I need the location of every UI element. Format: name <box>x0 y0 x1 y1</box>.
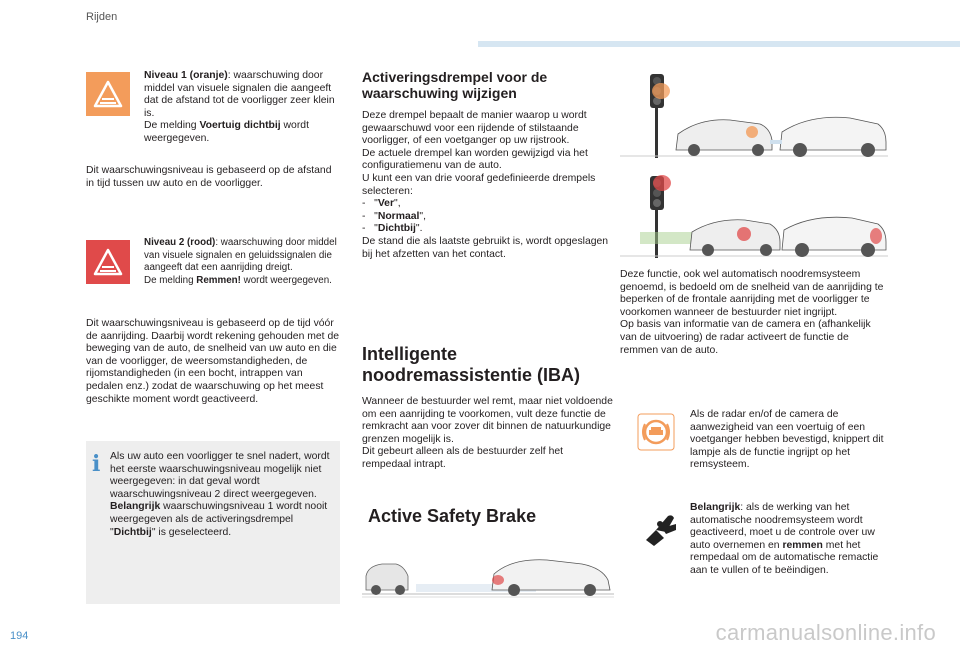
scene-bottom-illustration <box>620 170 888 262</box>
level2-paragraph: Dit waarschuwingsniveau is gebaseerd op de tijd vóór de aanrijding. Daarbij wordt rekening gehouden met de beweging van de auto, de snelheid van uw auto en die van de voorligger, de weersomstandigheden, de rijomstandigheden (in een bocht, intrappen van pedalen enz.) zodat de waarschuwing op het meest geschikte moment wordt geactiveerd. <box>86 318 340 405</box>
orange-warning-icon <box>86 72 130 116</box>
level2-msg-prefix: De melding <box>144 274 197 286</box>
threshold-body: Deze drempel bepaalt de manier waarop u wordt gewaarschuwd voor een rijdende of stilstaande voorligger, of een voetganger op uw rijstrook. De actuele drempel kan worden gewijzigd via het configuratiemenu van de auto. U kunt een van drie vooraf gedefinieerde drempels selecteren: - "Ver", - "Normaal", - "Dichtbij". De stand die als laatste gebruikt is, wordt opgeslagen bij het afzetten van het contact. <box>362 110 609 260</box>
important-text-a: : als de werking van het automatische noodremsysteem wordt geactiveerd, moet u de controle over uw auto overnemen en <box>690 502 875 551</box>
level2-message: Remmen! <box>196 274 241 286</box>
cars-illustration <box>362 546 614 600</box>
scene-top-illustration <box>620 68 888 163</box>
info-text-3: " is geselecteerd. <box>151 526 232 538</box>
red-warning-icon <box>86 240 130 284</box>
asb-p1: Deze functie, ook wel automatisch noodremsysteem genoemd, is bedoeld om de snelheid van de aanrijding te beperken of de frontale aanrijding met de voorligger te voorkomen wanneer de bestuurder niet ingrijpt. <box>620 269 884 318</box>
info-bold-1: Belangrijk <box>110 501 161 513</box>
asb-description <box>620 269 888 357</box>
iba-p2: Dit gebeurt alleen als de bestuurder zelf het rempedaal intrapt. <box>362 446 564 470</box>
level1-title: Niveau 1 (oranje) <box>144 70 228 81</box>
important-note <box>690 502 888 578</box>
threshold-p4: De stand die als laatste gebruikt is, wordt opgeslagen bij het afzetten van het contact. <box>362 235 609 260</box>
info-text <box>110 451 332 539</box>
option-ver: Ver <box>377 198 394 210</box>
level1-paragraph: Dit waarschuwingsniveau is gebaseerd op de afstand in tijd tussen uw auto en de voorligger. <box>86 165 332 189</box>
page-number: 194 <box>10 630 29 642</box>
hand-tool-icon <box>640 510 680 548</box>
section-title: Rijden <box>86 11 118 23</box>
level2-title: Niveau 2 (rood) <box>144 237 216 248</box>
level1-text <box>144 70 339 146</box>
level2-text <box>144 237 340 287</box>
level1-msg-prefix: De melding <box>144 120 200 132</box>
important-brake: remmen <box>782 539 823 551</box>
important-text-b: met het rempedaal om de automatische remactie aan te vullen of te beëindigen. <box>690 539 879 576</box>
level1-msg-suffix: wordt weergegeven. <box>144 120 309 144</box>
info-bold-2: Dichtbij <box>113 526 152 538</box>
threshold-p1: Deze drempel bepaalt de manier waarop u wordt gewaarschuwd voor een rijdende of stilstaande voorligger, of een voetganger op uw rijstrook. <box>362 110 587 147</box>
threshold-p2: De actuele drempel kan worden gewijzigd via het configuratiemenu van de auto. <box>362 147 588 172</box>
info-text-1: Als uw auto een voorligger te snel nadert, wordt het eerste waarschuwingsniveau mogelijk niet weergegeven: in dat geval wordt waarschuwingsniveau 2 direct weergegeven. <box>110 451 330 500</box>
info-text-2: waarschuwingsniveau 1 wordt nooit weergegeven als de activeringsdrempel " <box>110 501 328 538</box>
asb-p2: Op basis van informatie van de camera en (afhankelijk van de uitvoering) de radar activeert de functie de remmen van de auto. <box>620 319 871 356</box>
threshold-p3: U kunt een van drie vooraf gedefinieerde drempels selecteren: <box>362 172 596 197</box>
iba-heading: Intelligente noodremassistentie (IBA) <box>362 344 581 385</box>
watermark: carmanualsonline.info <box>715 620 936 645</box>
info-icon: i <box>92 451 101 477</box>
option-normaal: Normaal <box>377 210 420 222</box>
iba-body <box>362 396 614 472</box>
asb-heading: Active Safety Brake <box>368 506 537 526</box>
level2-desc: : waarschuwing door middel van visuele signalen en geluidssignalen die aangeeft dat een aanrijding dreigt. <box>144 237 337 274</box>
lamp-note: Als de radar en/of de camera de aanwezigheid van een voertuig of een voetganger hebben bevestigd, knippert dit lampje als de functie ingrijpt op het remsysteem. <box>690 409 884 471</box>
header-bar <box>478 41 960 47</box>
brake-warning-lamp-icon <box>636 412 676 452</box>
threshold-heading: Activeringsdrempel voor de waarschuwing wijzigen <box>362 69 548 101</box>
level1-message: Voertuig dichtbij <box>199 120 281 132</box>
level1-desc: : waarschuwing door middel van visuele signalen die aangeeft dat de afstand tot de voorligger zeer klein is. <box>144 70 335 119</box>
important-label: Belangrijk <box>690 502 741 513</box>
level2-msg-suffix: wordt weergegeven. <box>240 274 332 286</box>
option-dichtbij: Dichtbij <box>377 223 416 235</box>
iba-p1: Wanneer de bestuurder wel remt, maar niet voldoende om een aanrijding te voorkomen, vult deze functie de remkracht aan voor zover dit binnen de natuurkundige grenzen mogelijk is. <box>362 396 613 445</box>
